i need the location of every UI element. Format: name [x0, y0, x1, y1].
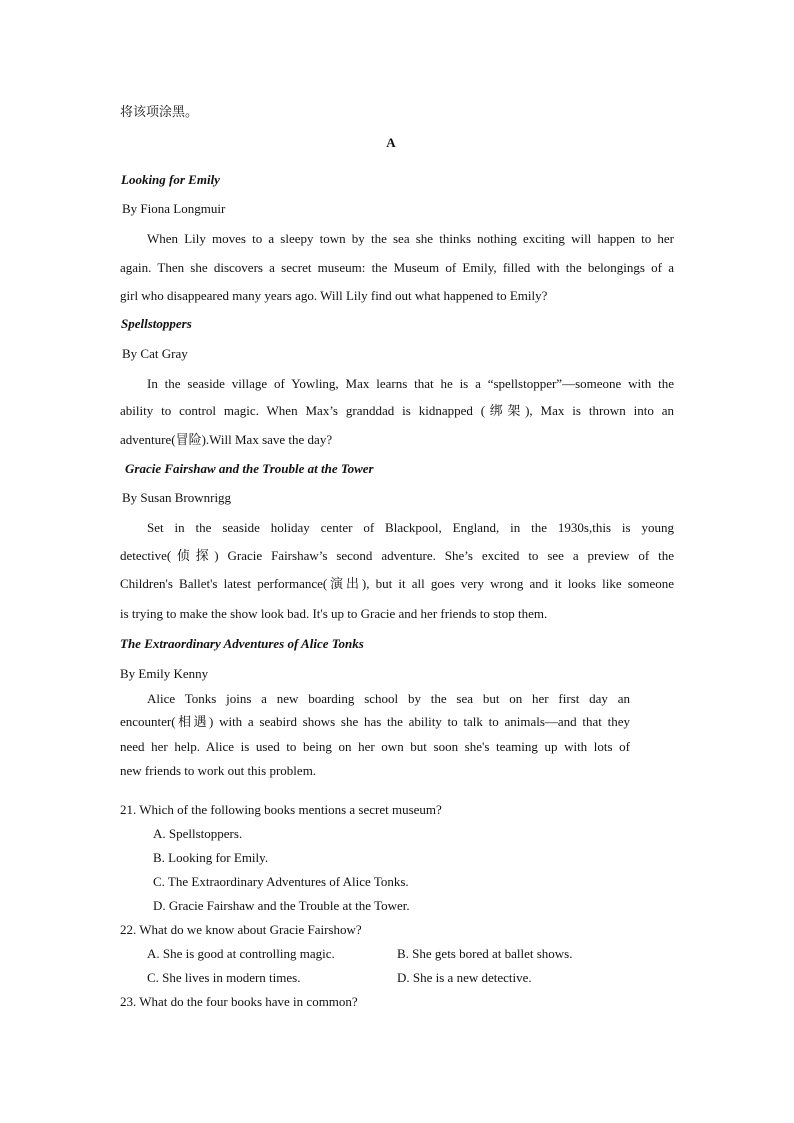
paragraph-line: encounter(相遇) with a seabird shows she has the ability to talk to animals—and that they — [120, 714, 630, 729]
paragraph-line: is trying to make the show look bad. It's up to Gracie and her friends to stop them. — [120, 606, 548, 621]
intro-text: 将该项涂黑。 — [120, 104, 199, 119]
paragraph-line: girl who disappeared many years ago. Will Lily find out what happened to Emily? — [120, 288, 548, 303]
book-author: By Emily Kenny — [120, 666, 209, 681]
book-title: The Extraordinary Adventures of Alice Tonks — [120, 636, 364, 651]
book-title: Gracie Fairshaw and the Trouble at the Tower — [125, 461, 374, 476]
paragraph-line: When Lily moves to a sleepy town by the sea she thinks nothing exciting will happen to her — [147, 231, 674, 246]
paragraph-line: In the seaside village of Yowling, Max learns that he is a “spellstopper”—someone with the — [147, 376, 674, 391]
paragraph-line: detective(侦探) Gracie Fairshaw’s second adventure. She’s excited to see a preview of the — [120, 548, 674, 563]
book-author: By Fiona Longmuir — [122, 201, 226, 216]
option-a[interactable]: A. Spellstoppers. — [153, 826, 243, 841]
paragraph-line: Set in the seaside holiday center of Blackpool, England, in the 1930s,this is young — [147, 520, 674, 535]
option-b[interactable]: B. Looking for Emily. — [153, 850, 269, 865]
option-c[interactable]: C. She lives in modern times. — [147, 970, 301, 985]
paragraph-line: Children's Ballet's latest performance(演出), but it all goes very wrong and it looks like someone — [120, 576, 674, 591]
section-heading: A — [386, 135, 396, 150]
paragraph-line: ability to control magic. When Max’s granddad is kidnapped (绑架), Max is thrown into an — [120, 403, 674, 418]
paragraph-line: again. Then she discovers a secret museum: the Museum of Emily, filled with the belongings of a — [120, 260, 674, 275]
question-stem: 22. What do we know about Gracie Fairshow? — [120, 922, 362, 937]
option-d[interactable]: D. Gracie Fairshaw and the Trouble at the Tower. — [153, 898, 410, 913]
option-d[interactable]: D. She is a new detective. — [397, 970, 532, 985]
option-c[interactable]: C. The Extraordinary Adventures of Alice Tonks. — [153, 874, 409, 889]
book-author: By Cat Gray — [122, 346, 188, 361]
book-author: By Susan Brownrigg — [122, 490, 232, 505]
question-stem: 21. Which of the following books mentions a secret museum? — [120, 802, 442, 817]
option-a[interactable]: A. She is good at controlling magic. — [147, 946, 335, 961]
paragraph-line: Alice Tonks joins a new boarding school by the sea but on her first day an — [147, 691, 630, 706]
book-title: Looking for Emily — [121, 172, 220, 187]
paragraph-line: need her help. Alice is used to being on her own but soon she's teaming up with lots of — [120, 739, 630, 754]
paragraph-line: new friends to work out this problem. — [120, 763, 317, 778]
question-stem: 23. What do the four books have in common? — [120, 994, 358, 1009]
book-title: Spellstoppers — [121, 316, 192, 331]
paragraph-line: adventure(冒险).Will Max save the day? — [120, 432, 333, 447]
option-b[interactable]: B. She gets bored at ballet shows. — [397, 946, 573, 961]
